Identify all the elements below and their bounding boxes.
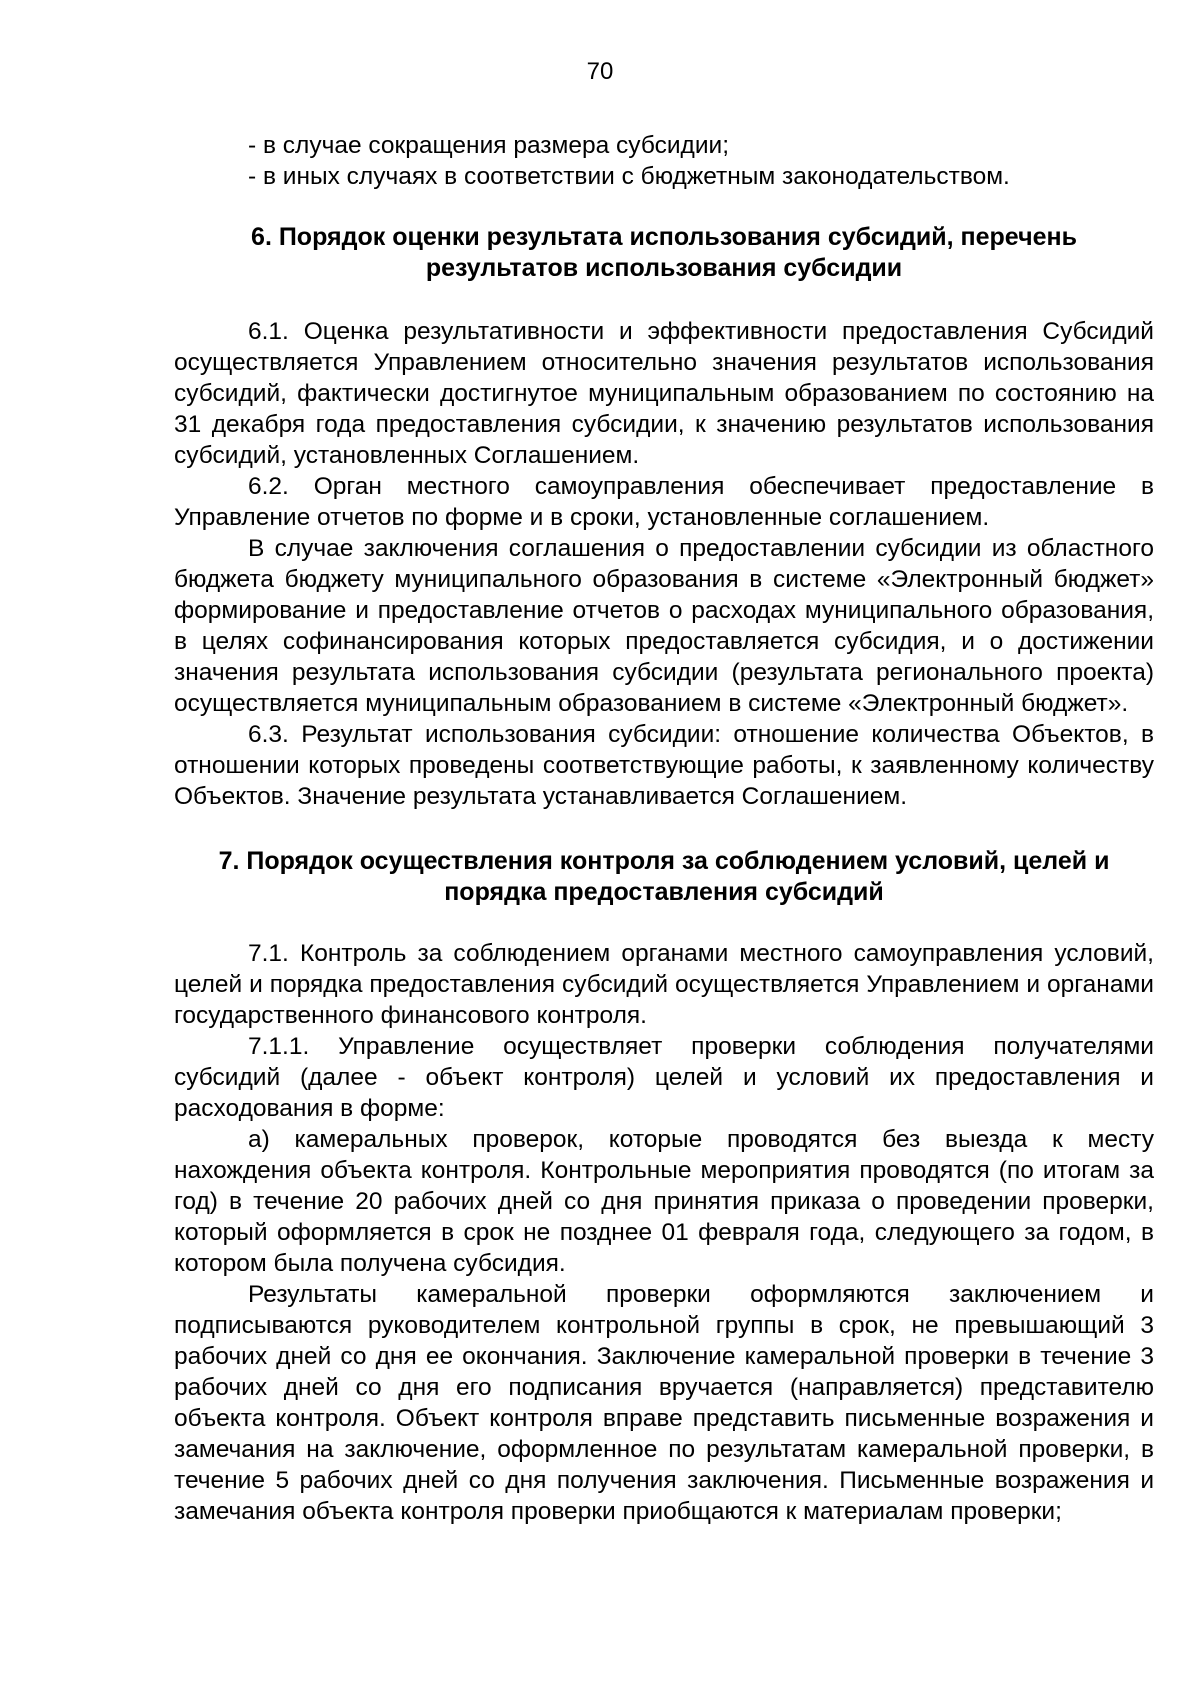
paragraph-7-1-1: 7.1.1. Управление осуществляет проверки соблюдения получателями субсидий (далее - объект контроля) целей и условий их предоставления и расходования в форме: [174,1033,1154,1122]
list-item: - в случае сокращения размера субсидии; [248,132,730,159]
page-content [174,130,1154,1527]
section-6-heading: 6. Порядок оценки результата использования субсидий, перечень результатов использования субсидии [251,223,1077,282]
paragraph-6-3: 6.3. Результат использования субсидии: отношение количества Объектов, в отношении которых проведены соответствующие работы, к заявленному количеству Объектов. Значение результата устанавливается Соглашением. [174,721,1154,810]
paragraph-results: Результаты камеральной проверки оформляются заключением и подписываются руководителем контрольной группы в срок, не превышающий 3 рабочих дней со дня ее окончания. Заключение камеральной проверки в течение 3 рабочих дней со дня его подписания вручается (направляется) представителю объекта контроля. Объект контроля вправе представить письменные возражения и замечания на заключение, оформленное по результатам камеральной проверки, в течение 5 рабочих дней со дня получения заключения. Письменные возражения и замечания объекта контроля проверки приобщаются к материалам проверки; [174,1281,1154,1525]
paragraph-6-2: 6.2. Орган местного самоуправления обеспечивает предоставление в Управление отчетов по форме и в сроки, установленные соглашением. [174,473,1154,531]
paragraph-electronic-budget: В случае заключения соглашения о предоставлении субсидии из областного бюджета бюджету муниципального образования в системе «Электронный бюджет» формирование и предоставление отчетов о расходах муниципального образования, в целях софинансирования которых предоставляется субсидия, и о достижении значения результата использования субсидии (результата регионального проекта) осуществляется муниципальным образованием в системе «Электронный бюджет». [174,535,1154,717]
section-7-heading: 7. Порядок осуществления контроля за соблюдением условий, целей и порядка предоставления субсидий [218,847,1110,906]
paragraph-7-1: 7.1. Контроль за соблюдением органами местного самоуправления условий, целей и порядка предоставления субсидий осуществляется Управлением и органами государственного финансового контроля. [174,940,1154,1029]
paragraph-6-1: 6.1. Оценка результативности и эффективности предоставления Субсидий осуществляется Управлением относительно значения результатов использования субсидий, фактически достигнутое муниципальным образованием по состоянию на 31 декабря года предоставления субсидии, к значению результатов использования субсидий, установленных Соглашением. [174,318,1154,469]
page-number: 70 [586,58,614,85]
list-item: - в иных случаях в соответствии с бюджетным законодательством. [248,163,1010,190]
paragraph-7-1-1-a: а) камеральных проверок, которые проводятся без выезда к месту нахождения объекта контроля. Контрольные мероприятия проводятся (по итогам за год) в течение 20 рабочих дней со дня принятия приказа о проведении проверки, который оформляется в срок не позднее 01 февраля года, следующего за годом, в котором была получена субсидия. [174,1126,1154,1277]
